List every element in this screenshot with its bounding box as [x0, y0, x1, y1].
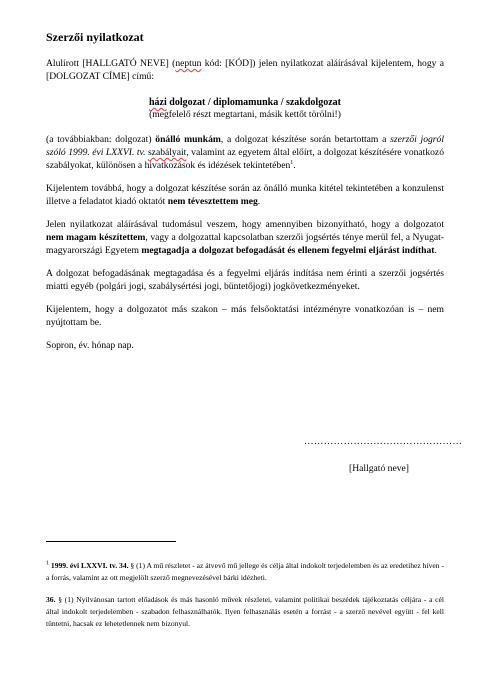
intro-paragraph — [46, 57, 444, 83]
p3-bold-d: megtagadja a dolgozat befogadását és ellenem fegyelmi eljárást indíthat — [141, 245, 435, 256]
neptun-word: neptun — [175, 58, 202, 69]
p2-text-a: Kijelentem továbbá, hogy a dolgozat készítése során az önálló munka kitétel tekintetében a konzulenst illetve a feladatot kiadó oktatót — [46, 183, 444, 207]
signature-line: ………………………………………… — [304, 436, 463, 447]
intro-text-b: kód: [KÓD]) jelen nyilatkozat aláírásával kijelentem, hogy a [DOLGOZAT CÍME] című: — [46, 58, 444, 82]
p1-law-reference: szerzői jogról szóló 1999. évi LXXVI. tv. — [46, 134, 444, 158]
document-body — [46, 30, 444, 352]
paragraph-own-work — [46, 133, 444, 172]
document-title: Szerzői nyilatkozat — [46, 30, 144, 44]
footnote-1-marker: 1 — [46, 560, 49, 567]
doc-type-hazi: házi — [149, 97, 167, 108]
p1-text-c: , a dolgozat készítése során betartottam a — [220, 134, 391, 145]
footnote-1-text: § (1) A mű részletet - az átvevő mű jellege és célja által indokolt terjedelemben és az eredetihez híven - a forrás, valamint az ott megjelölt szerző megnevezésével bárki idézheti. — [46, 561, 444, 582]
footnote-2-text: § (1) Nyilvánosan tartott előadások és más hasonló művek részletei, valamint politikai beszédek tájékoztatás céljára - a cél által indokolt terjedelemben - szabadon felhasználhatók. Ilyen felhasználás esetén a forrást - a szerző nevével együtt - fel kell tüntetni, hacsak ez lehetetlennek nem bizonyul. — [46, 595, 444, 628]
paragraph-not-submitted: Kijelentem, hogy a dolgozatot más szakon – más felsőoktatási intézményre vonatkozóan is – nem nyújtottam be. — [46, 304, 444, 328]
footnote-separator — [46, 541, 176, 542]
p3-text-c: , vagy a dolgozattal kapcsolatban szerzői jogsértés ténye merül fel, a Nyugat-magyarországi Egyetem — [46, 232, 444, 256]
footnote-1 — [46, 560, 444, 584]
intro-text-a: Alulírott [HALLGATÓ NEVE] ( — [46, 58, 176, 69]
p1-rules-word: szabályait — [147, 147, 187, 158]
footnote-ref-1: 1 — [290, 159, 294, 166]
p2-bold: nem tévesztettem meg — [167, 196, 258, 207]
paragraph-not-misled — [46, 182, 444, 208]
p1-period: . — [293, 160, 296, 171]
doc-type-rest: dolgozat / diplomamunka / szakdolgozat — [166, 97, 341, 108]
footnotes — [46, 560, 444, 630]
p1-text-a: (a továbbiakban: dolgozat) — [46, 134, 156, 145]
document-type-note: (megfelelő részt megtartani, másik kettőt törölni!) — [149, 109, 341, 120]
footnote-2-bold: 36. — [46, 595, 56, 604]
p1-bold-own-work: önálló munkám — [155, 134, 221, 145]
place-and-date: Sopron, év. hónap nap. — [46, 340, 134, 351]
p3-text-a: Jelen nyilatkozat aláírásával tudomásul veszem, hogy amennyiben bizonyítható, hogy a dolgozatot — [46, 219, 444, 230]
p3-period: . — [434, 245, 437, 256]
signature-name: [Hallgató neve] — [349, 463, 409, 474]
paragraph-consequences — [46, 218, 444, 257]
document-type-options — [46, 97, 444, 109]
footnote-1-bold: 1999. évi LXXVI. tv. 34. — [49, 561, 129, 570]
footnote-2 — [46, 594, 444, 630]
p1-text-g: , valamint az egyetem által előírt, a dolgozat készítésére vonatkozó szabályokat, különösen a hivatkozások és idézések tekintetében — [46, 147, 444, 171]
paragraph-other-consequences: A dolgozat befogadásának megtagadása és a fegyelmi eljárás indítása nem érinti a szerzői jogsértés miatti egyéb (polgári jogi, szabálysértési jogi, büntetőjogi) jogkövetkezményeket. — [46, 268, 444, 292]
p2-period: . — [257, 196, 261, 207]
p3-bold-b: nem magam készítettem — [46, 232, 146, 243]
signature-block — [304, 436, 463, 474]
